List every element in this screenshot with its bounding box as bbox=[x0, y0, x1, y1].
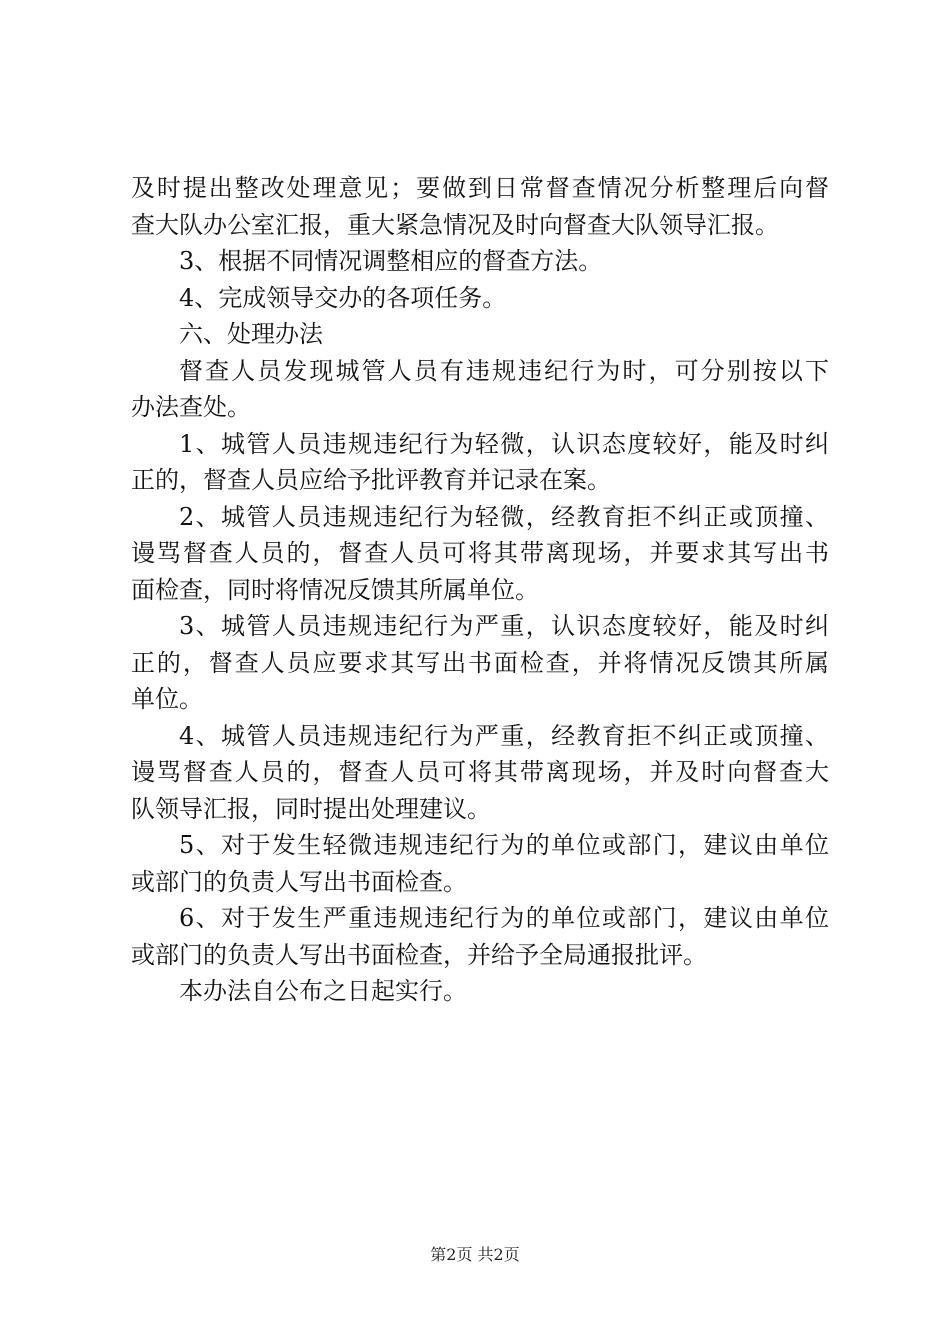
list-item-4: 4、完成领导交办的各项任务。 bbox=[179, 283, 507, 312]
list-item-6: 6、对于发生严重违规违纪行为的单位或部门，建议由单位 bbox=[179, 904, 829, 932]
list-item-3: 3、城管人员违规违纪行为严重，认识态度较好，能及时纠 bbox=[179, 612, 829, 640]
paragraph-line: 督查人员发现城管人员有违规违纪行为时，可分别按以下 bbox=[179, 356, 829, 385]
paragraph-line: 或部门的负责人写出书面检查，并给予全局通报批评。 bbox=[131, 940, 707, 969]
page-number: 第2页 共2页 bbox=[430, 1245, 520, 1264]
section-heading: 六、处理办法 bbox=[179, 320, 323, 348]
paragraph-line: 查大队办公室汇报，重大紧急情况及时向督查大队领导汇报。 bbox=[131, 210, 779, 239]
paragraph-line: 谩骂督查人员的，督查人员可将其带离现场，并要求其写出书 bbox=[131, 539, 829, 567]
list-item-3: 3、根据不同情况调整相应的督查方法。 bbox=[179, 247, 603, 275]
paragraph-line: 谩骂督查人员的，督查人员可将其带离现场，并及时向督查大 bbox=[131, 758, 829, 786]
list-item-4: 4、城管人员违规违纪行为严重，经教育拒不纠正或顶撞、 bbox=[179, 721, 829, 750]
paragraph-line: 或部门的负责人写出书面检查。 bbox=[131, 867, 467, 896]
paragraph-line: 正的，督查人员应给予批评教育并记录在案。 bbox=[131, 466, 611, 494]
document-body bbox=[131, 170, 829, 1010]
paragraph-line: 队领导汇报，同时提出处理建议。 bbox=[131, 794, 491, 823]
list-item-5: 5、对于发生轻微违规违纪行为的单位或部门，建议由单位 bbox=[179, 831, 829, 859]
paragraph-line: 单位。 bbox=[131, 685, 203, 713]
paragraph-line: 正的，督查人员应要求其写出书面检查，并将情况反馈其所属 bbox=[131, 648, 829, 677]
paragraph-line: 及时提出整改处理意见；要做到日常督查情况分析整理后向督 bbox=[131, 174, 829, 202]
list-item-2: 2、城管人员违规违纪行为轻微，经教育拒不纠正或顶撞、 bbox=[179, 502, 829, 531]
paragraph-line: 面检查，同时将情况反馈其所属单位。 bbox=[131, 575, 539, 604]
paragraph-line: 办法查处。 bbox=[131, 393, 251, 421]
closing-line: 本办法自公布之日起实行。 bbox=[179, 977, 467, 1005]
list-item-1: 1、城管人员违规违纪行为轻微，认识态度较好，能及时纠 bbox=[179, 429, 829, 458]
